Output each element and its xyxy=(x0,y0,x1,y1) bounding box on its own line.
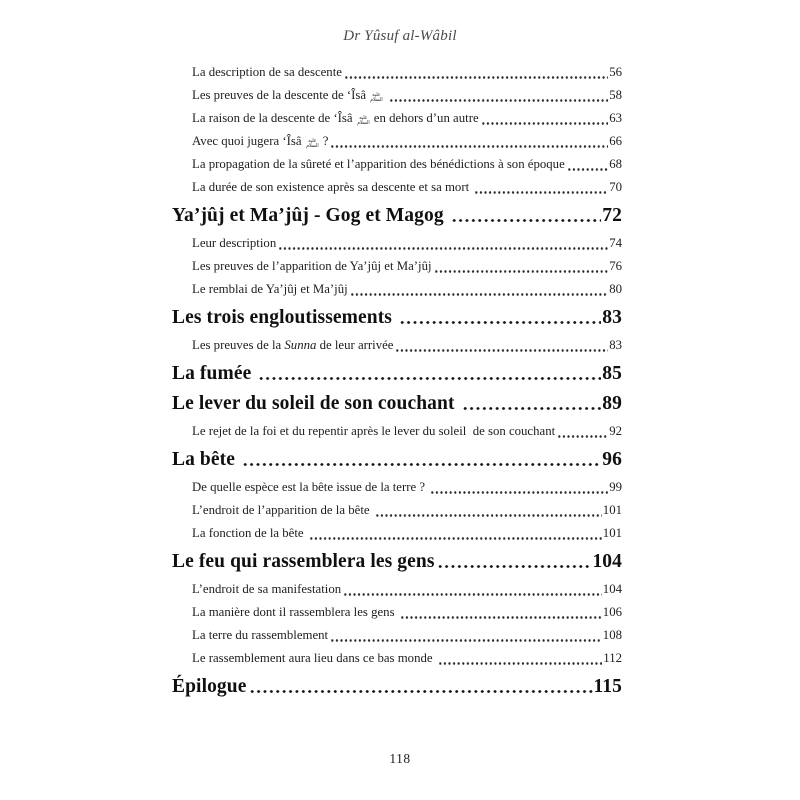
dot-leader xyxy=(258,361,601,387)
alayhi-salam-icon: عليه السلام xyxy=(370,92,383,103)
dot-leader xyxy=(389,84,608,107)
toc-entry-title: Les preuves de la descente de ‘Îsâ عليه السلام xyxy=(192,88,383,103)
dot-leader xyxy=(330,624,602,647)
toc-entry-title: Le rassemblement aura lieu dans ce bas monde xyxy=(192,651,436,665)
dot-leader xyxy=(375,499,602,522)
toc-entry-title: La durée de son existence après sa descente et sa mort xyxy=(192,180,473,194)
toc-entry xyxy=(172,476,622,499)
dot-leader xyxy=(437,549,592,575)
toc-entry-title: La terre du rassemblement xyxy=(192,628,329,642)
dot-leader xyxy=(344,61,608,84)
toc-entry-page: 96 xyxy=(602,449,622,470)
toc-entry xyxy=(172,153,622,176)
dot-leader xyxy=(557,420,608,443)
toc-entry xyxy=(172,447,622,473)
dot-leader xyxy=(399,305,601,331)
toc-entry xyxy=(172,522,622,545)
toc-entry-title: Les trois engloutissements xyxy=(172,307,397,328)
toc-entry-page: 76 xyxy=(609,259,622,273)
toc-entry xyxy=(172,420,622,443)
toc-entry-page: 70 xyxy=(609,180,622,194)
alayhi-salam-icon: عليه السلام xyxy=(305,138,319,149)
toc-entry xyxy=(172,647,622,670)
toc-entry-title: Épilogue xyxy=(172,676,247,697)
toc-entry-page: 72 xyxy=(602,205,622,226)
toc-entry xyxy=(172,334,622,357)
toc-entry-page: 85 xyxy=(602,363,622,384)
toc-entry xyxy=(172,305,622,331)
dot-leader xyxy=(343,578,602,601)
toc-entry xyxy=(172,278,622,301)
toc-entry xyxy=(172,84,622,107)
dot-leader xyxy=(438,647,603,670)
dot-leader xyxy=(451,203,602,229)
toc-entry-title: Les preuves de l’apparition de Ya’jûj et Ma’jûj xyxy=(192,259,432,273)
toc-entry xyxy=(172,255,622,278)
toc-entry-title: La raison de la descente de ‘Îsâ عليه السلام en dehors d’un autre xyxy=(192,111,479,126)
dot-leader xyxy=(249,674,593,700)
toc-entry-page: 74 xyxy=(609,236,622,250)
toc-entry-title: De quelle espèce est la bête issue de la terre ? xyxy=(192,480,429,494)
toc-entry-title: L’endroit de sa manifestation xyxy=(192,582,342,596)
dot-leader xyxy=(481,107,609,130)
toc-entry-page: 108 xyxy=(602,628,622,642)
dot-leader xyxy=(400,601,602,624)
toc-entry-page: 99 xyxy=(609,480,622,494)
dot-leader xyxy=(242,447,601,473)
toc-entry-title: Le remblai de Ya’jûj et Ma’jûj xyxy=(192,282,348,296)
toc-entry-title: La manière dont il rassemblera les gens xyxy=(192,605,398,619)
dot-leader xyxy=(434,255,609,278)
toc-entry xyxy=(172,61,622,84)
toc-entry-page: 58 xyxy=(609,88,622,102)
toc-entry xyxy=(172,499,622,522)
toc-entry xyxy=(172,578,622,601)
dot-leader xyxy=(330,130,608,153)
toc-entry xyxy=(172,176,622,199)
toc-entry xyxy=(172,601,622,624)
toc-entry-title: La fonction de la bête xyxy=(192,526,307,540)
running-header: Dr Yûsuf al-Wâbil xyxy=(343,28,457,44)
toc-entry-page: 104 xyxy=(602,582,622,596)
dot-leader xyxy=(567,153,608,176)
toc-entry-title: Le rejet de la foi et du repentir après le lever du soleil de son couchant xyxy=(192,424,556,438)
toc-entry xyxy=(172,203,622,229)
toc-entry-page: 83 xyxy=(609,338,622,352)
toc-entry-page: 63 xyxy=(609,111,622,125)
toc-entry-page: 92 xyxy=(609,424,622,438)
toc-entry xyxy=(172,549,622,575)
toc-entry-page: 80 xyxy=(609,282,622,296)
toc-entry-page: 56 xyxy=(609,65,622,79)
dot-leader xyxy=(350,278,609,301)
toc-entry-page: 89 xyxy=(602,393,622,414)
toc-entry-page: 101 xyxy=(602,526,622,540)
table-of-contents xyxy=(172,61,622,703)
dot-leader xyxy=(474,176,608,199)
toc-entry-page: 83 xyxy=(602,307,622,328)
toc-entry-title: La description de sa descente xyxy=(192,65,342,79)
toc-entry-title: Avec quoi jugera ‘Îsâ عليه السلام ? xyxy=(192,134,329,149)
toc-entry-title: Le feu qui rassemblera les gens xyxy=(172,551,435,572)
dot-leader xyxy=(462,391,602,417)
dot-leader xyxy=(395,334,608,357)
toc-entry-title: Les preuves de la Sunna de leur arrivée xyxy=(192,338,394,352)
toc-entry-title: Le lever du soleil de son couchant xyxy=(172,393,460,414)
alayhi-salam-icon: عليه السلام xyxy=(356,115,370,126)
toc-entry-title: Leur description xyxy=(192,236,277,250)
toc-entry-page: 68 xyxy=(609,157,622,171)
toc-entry-title: L’endroit de l’apparition de la bête xyxy=(192,503,373,517)
toc-entry xyxy=(172,361,622,387)
toc-entry-title: La propagation de la sûreté et l’apparition des bénédictions à son époque xyxy=(192,157,565,171)
toc-entry xyxy=(172,130,622,153)
dot-leader xyxy=(278,232,608,255)
toc-entry xyxy=(172,232,622,255)
toc-entry-title: La bête xyxy=(172,449,240,470)
page-number: 118 xyxy=(389,751,411,766)
dot-leader xyxy=(430,476,608,499)
toc-entry-title: Ya’jûj et Ma’jûj - Gog et Magog xyxy=(172,205,449,226)
toc-entry-page: 101 xyxy=(602,503,622,517)
dot-leader xyxy=(309,522,602,545)
toc-entry-page: 112 xyxy=(603,651,622,665)
toc-entry xyxy=(172,107,622,130)
toc-entry-page: 66 xyxy=(609,134,622,148)
toc-entry-page: 106 xyxy=(602,605,622,619)
toc-entry xyxy=(172,624,622,647)
toc-entry xyxy=(172,391,622,417)
toc-entry-page: 104 xyxy=(592,551,622,572)
toc-entry xyxy=(172,674,622,700)
toc-entry-page: 115 xyxy=(593,676,622,697)
toc-entry-title: La fumée xyxy=(172,363,257,384)
italic-term: Sunna xyxy=(284,338,317,352)
